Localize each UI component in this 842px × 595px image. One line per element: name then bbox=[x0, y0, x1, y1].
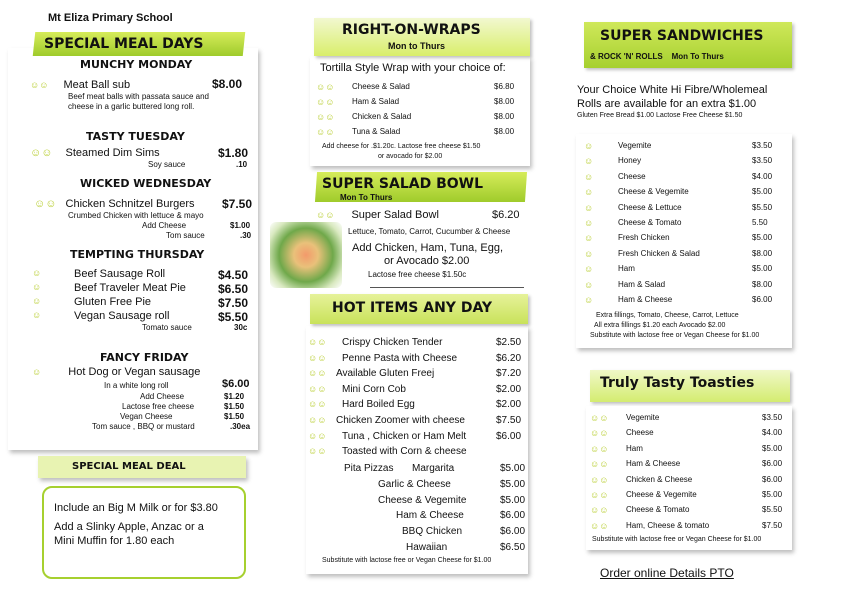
double-smiley-icon: ☺ bbox=[584, 141, 594, 151]
double-smiley-icon: ☺ bbox=[584, 218, 594, 228]
wraps-title: RIGHT-ON-WRAPS bbox=[342, 22, 481, 38]
toastie-item-price: $6.00 bbox=[762, 474, 783, 484]
sandwich-intro-2: Rolls are available for an extra $1.00 bbox=[577, 98, 757, 110]
monday-heading: MUNCHY MONDAY bbox=[80, 58, 193, 71]
pizza-item-price: $5.00 bbox=[500, 494, 526, 506]
double-smiley-icon: ☺☺ bbox=[590, 459, 609, 470]
pizza-item-price: $6.00 bbox=[500, 526, 526, 538]
hot-item-name: Toasted with Corn & cheese bbox=[342, 446, 467, 458]
double-smiley-icon: ☺ bbox=[32, 310, 42, 320]
thursday-item-name: Beef Traveler Meat Pie bbox=[74, 282, 186, 294]
double-smiley-icon: ☺☺ bbox=[30, 80, 49, 90]
hot-item-price: $6.00 bbox=[496, 430, 522, 442]
wrap-item-name: Chicken & Salad bbox=[352, 112, 412, 121]
double-smiley-icon: ☺ bbox=[32, 282, 42, 292]
thursday-extra: Tomato sauce bbox=[142, 323, 192, 332]
wednesday-item: Chicken Schnitzel Burgers bbox=[65, 198, 195, 210]
salad-add-2: or Avocado $2.00 bbox=[384, 255, 470, 267]
salad-divider bbox=[370, 287, 524, 288]
wrap-item-price: $8.00 bbox=[494, 127, 515, 136]
double-smiley-icon: ☺☺ bbox=[316, 210, 335, 220]
salad-desc: Lettuce, Tomato, Carrot, Cucumber & Cheese bbox=[348, 227, 511, 236]
double-smiley-icon: ☺☺ bbox=[590, 490, 609, 500]
toastie-item-name: Cheese bbox=[626, 428, 654, 438]
sandwich-item-name: Cheese & Vegemite bbox=[618, 187, 689, 197]
wednesday-heading: WICKED WEDNESDAY bbox=[80, 177, 212, 190]
tuesday-item: Steamed Dim Sims bbox=[65, 147, 160, 159]
wednesday-price: $7.50 bbox=[222, 197, 253, 211]
thursday-item-price: $6.50 bbox=[218, 282, 249, 296]
double-smiley-icon: ☺☺ bbox=[308, 446, 327, 457]
double-smiley-icon: ☺☺ bbox=[316, 127, 335, 137]
double-smiley-icon: ☺ bbox=[584, 279, 594, 290]
hot-item-name: Available Gluten Freej bbox=[336, 368, 435, 380]
double-smiley-icon: ☺ bbox=[584, 264, 594, 275]
special-meal-days-title: SPECIAL MEAL DAYS bbox=[44, 36, 204, 52]
toastie-item-name: Ham bbox=[626, 443, 643, 453]
wraps-note-2: or avocado for $2.00 bbox=[378, 153, 443, 160]
pizza-label: Pita Pizzas bbox=[344, 463, 394, 474]
wrap-item-price: $6.80 bbox=[494, 82, 515, 91]
double-smiley-icon: ☺☺ bbox=[30, 147, 53, 159]
wraps-intro: Tortilla Style Wrap with your choice of: bbox=[320, 62, 506, 74]
pizza-item-name: Margarita bbox=[412, 463, 455, 474]
sandwich-item-price: $4.00 bbox=[752, 171, 773, 181]
hot-item-price: $2.00 bbox=[496, 383, 522, 395]
wednesday-extra-2: Tom sauce bbox=[166, 231, 205, 240]
toastie-item-price: $5.50 bbox=[762, 505, 783, 515]
sandwich-item-name: Ham & Salad bbox=[618, 279, 666, 289]
toastie-item-price: $6.00 bbox=[762, 459, 783, 469]
salad-bowl-image bbox=[270, 222, 342, 288]
sandwich-item-price: $5.00 bbox=[752, 233, 773, 243]
tuesday-heading: TASTY TUESDAY bbox=[86, 130, 185, 143]
friday-extra-name: Tom sauce , BBQ or mustard bbox=[92, 422, 195, 431]
monday-desc-1: Beef meat balls with passata sauce and bbox=[68, 92, 209, 101]
wednesday-desc: Crumbed Chicken with lettuce & mayo bbox=[68, 211, 204, 220]
toastie-item-name: Chicken & Cheese bbox=[626, 474, 693, 484]
double-smiley-icon: ☺☺ bbox=[590, 413, 609, 423]
pizza-item-name: Hawaiian bbox=[406, 542, 448, 553]
hot-item-name: Hard Boiled Egg bbox=[342, 399, 415, 411]
double-smiley-icon: ☺☺ bbox=[308, 415, 327, 425]
wednesday-extra-1: Add Cheese bbox=[142, 221, 187, 230]
sandwich-item-price: $5.50 bbox=[752, 202, 773, 212]
toastie-item-price: $5.00 bbox=[762, 443, 783, 453]
thursday-item-name: Vegan Sausage roll bbox=[74, 310, 170, 322]
double-smiley-icon: ☺☺ bbox=[308, 337, 327, 347]
pizza-item-name: Cheese & Vegemite bbox=[378, 494, 467, 506]
pizza-item-price: $5.00 bbox=[500, 478, 526, 490]
double-smiley-icon: ☺☺ bbox=[308, 352, 327, 363]
wraps-subtitle: Mon to Thurs bbox=[388, 41, 445, 51]
hot-items-note: Substitute with lactose free or Vegan Cheese for $1.00 bbox=[322, 557, 492, 564]
thursday-item-name: Gluten Free Pie bbox=[74, 296, 152, 308]
hot-item-price: $2.50 bbox=[496, 337, 522, 348]
double-smiley-icon: ☺ bbox=[584, 248, 594, 259]
pizza-item-name: Ham & Cheese bbox=[396, 510, 464, 522]
sandwich-item-price: $6.00 bbox=[752, 295, 773, 304]
toastie-item-name: Cheese & Vegemite bbox=[626, 490, 697, 499]
double-smiley-icon: ☺☺ bbox=[316, 97, 335, 107]
pizza-item-name: Garlic & Cheese bbox=[378, 478, 451, 490]
sandwich-item-price: 5.50 bbox=[752, 218, 768, 227]
sandwich-item-name: Cheese & Lettuce bbox=[618, 202, 682, 212]
wednesday-extra-2-price: .30 bbox=[240, 231, 252, 240]
sandwich-intro-3: Gluten Free Bread $1.00 Lactose Free Cheese $1.50 bbox=[577, 112, 743, 119]
sandwich-title: SUPER SANDWICHES bbox=[600, 28, 764, 44]
wrap-item-name: Tuna & Salad bbox=[352, 127, 401, 136]
hot-item-price: $7.20 bbox=[496, 368, 522, 380]
tuesday-extra-price: .10 bbox=[236, 160, 248, 169]
pizza-item-price: $6.50 bbox=[500, 542, 526, 553]
double-smiley-icon: ☺ bbox=[584, 202, 594, 213]
sandwich-item-price: $8.00 bbox=[752, 279, 773, 289]
pizza-item-price: $6.00 bbox=[500, 510, 526, 522]
hot-item-name: Crispy Chicken Tender bbox=[342, 337, 443, 348]
hot-item-name: Penne Pasta with Cheese bbox=[342, 352, 458, 364]
sandwich-subtitle: & ROCK 'N' ROLLS Mon To Thurs bbox=[590, 52, 724, 61]
order-online-link[interactable]: Order online Details PTO bbox=[600, 566, 734, 580]
double-smiley-icon: ☺ bbox=[584, 171, 594, 182]
toastie-item-name: Vegemite bbox=[626, 413, 660, 422]
double-smiley-icon: ☺☺ bbox=[308, 430, 327, 441]
double-smiley-icon: ☺☺ bbox=[308, 399, 327, 410]
double-smiley-icon: ☺ bbox=[584, 156, 594, 167]
toastie-item-price: $3.50 bbox=[762, 413, 783, 422]
sandwich-item-price: $3.50 bbox=[752, 156, 773, 166]
monday-item-row bbox=[30, 79, 130, 91]
monday-price: $8.00 bbox=[212, 77, 243, 91]
double-smiley-icon: ☺☺ bbox=[308, 368, 327, 379]
sandwich-item-price: $5.00 bbox=[752, 187, 773, 197]
school-name: Mt Eliza Primary School bbox=[48, 12, 173, 24]
salad-item-row bbox=[316, 209, 439, 221]
friday-extra-price: $1.20 bbox=[224, 392, 245, 401]
tuesday-item-row bbox=[30, 147, 160, 159]
double-smiley-icon: ☺☺ bbox=[316, 112, 335, 122]
friday-heading: FANCY FRIDAY bbox=[100, 351, 189, 364]
friday-extra-price: .30ea bbox=[230, 422, 251, 431]
wednesday-item-row bbox=[34, 198, 195, 210]
friday-sub: In a white long roll bbox=[104, 381, 169, 390]
friday-extra-name: Lactose free cheese bbox=[122, 402, 195, 411]
wrap-item-name: Ham & Salad bbox=[352, 97, 400, 106]
sandwich-note-1: Extra fillings, Tomato, Cheese, Carrot, Lettuce bbox=[596, 312, 739, 319]
hot-item-name: Mini Corn Cob bbox=[342, 383, 406, 395]
toastie-item-name: Cheese & Tomato bbox=[626, 505, 690, 515]
toastie-item-price: $5.00 bbox=[762, 490, 783, 499]
sandwich-item-price: $8.00 bbox=[752, 248, 773, 258]
salad-add-1: Add Chicken, Ham, Tuna, Egg, bbox=[352, 242, 504, 254]
friday-extra-name: Add Cheese bbox=[140, 392, 185, 401]
friday-item-row bbox=[32, 366, 200, 378]
pizza-item-name: BBQ Chicken bbox=[402, 526, 463, 538]
sandwich-item-name: Vegemite bbox=[618, 141, 652, 150]
sandwich-item-name: Cheese bbox=[618, 171, 646, 181]
double-smiley-icon: ☺☺ bbox=[308, 383, 327, 394]
sandwich-item-price: $5.00 bbox=[752, 264, 773, 274]
hot-item-price: $6.20 bbox=[496, 352, 522, 364]
friday-extra-price: $1.50 bbox=[224, 412, 245, 421]
deal-line-1: Include an Big M Milk or for $3.80 bbox=[54, 502, 218, 514]
double-smiley-icon: ☺☺ bbox=[590, 520, 609, 531]
tuesday-extra: Soy sauce bbox=[148, 160, 186, 169]
sandwich-note-2: All extra fillings $1.20 each Avocado $2.00 bbox=[594, 322, 726, 329]
salad-item: Super Salad Bowl bbox=[351, 209, 439, 221]
double-smiley-icon: ☺☺ bbox=[590, 443, 609, 454]
salad-price: $6.20 bbox=[492, 209, 520, 221]
hot-item-price: $7.50 bbox=[496, 415, 522, 426]
thursday-item-price: $7.50 bbox=[218, 296, 249, 310]
double-smiley-icon: ☺☺ bbox=[34, 198, 57, 210]
monday-item: Meat Ball sub bbox=[63, 79, 131, 91]
deal-line-3: Mini Muffin for 1.80 each bbox=[54, 535, 175, 547]
hot-item-price: $2.00 bbox=[496, 399, 522, 411]
wraps-note-1: Add cheese for .$1.20c. Lactose free cheese $1.50 bbox=[322, 143, 481, 150]
double-smiley-icon: ☺ bbox=[32, 296, 42, 306]
sandwich-item-name: Honey bbox=[618, 156, 642, 166]
friday-sub-price: $6.00 bbox=[222, 378, 250, 390]
sandwich-note-3: Substitute with lactose free or Vegan Cheese for $1.00 bbox=[590, 332, 760, 339]
toastie-item-name: Ham, Cheese & tomato bbox=[626, 520, 710, 530]
special-meal-deal-title: SPECIAL MEAL DEAL bbox=[72, 461, 186, 472]
double-smiley-icon: ☺☺ bbox=[316, 82, 335, 92]
thursday-extra-price: 30c bbox=[234, 323, 248, 332]
friday-extra-price: $1.50 bbox=[224, 402, 245, 411]
double-smiley-icon: ☺ bbox=[32, 268, 42, 278]
double-smiley-icon: ☺ bbox=[584, 233, 594, 244]
sandwich-item-name: Fresh Chicken bbox=[618, 233, 670, 243]
sandwich-item-name: Cheese & Tomato bbox=[618, 218, 682, 227]
hot-items-title: HOT ITEMS ANY DAY bbox=[332, 300, 493, 316]
sandwich-item-name: Ham & Cheese bbox=[618, 295, 673, 304]
hot-item-name: Tuna , Chicken or Ham Melt bbox=[342, 430, 467, 442]
tuesday-price: $1.80 bbox=[218, 146, 249, 160]
friday-extra-name: Vegan Cheese bbox=[120, 412, 173, 421]
salad-subtitle: Mon To Thurs bbox=[340, 193, 393, 202]
sandwich-item-name: Fresh Chicken & Salad bbox=[618, 248, 700, 258]
friday-item: Hot Dog or Vegan sausage bbox=[68, 366, 201, 378]
thursday-item-price: $5.50 bbox=[218, 310, 249, 324]
sandwich-item-name: Ham bbox=[618, 264, 635, 274]
double-smiley-icon: ☺☺ bbox=[590, 428, 609, 439]
sandwich-item-price: $3.50 bbox=[752, 141, 773, 150]
wednesday-extra-1-price: $1.00 bbox=[230, 221, 251, 230]
salad-title: SUPER SALAD BOWL bbox=[322, 176, 484, 192]
double-smiley-icon: ☺ bbox=[584, 295, 594, 305]
wrap-item-name: Cheese & Salad bbox=[352, 82, 410, 91]
double-smiley-icon: ☺☺ bbox=[590, 474, 609, 485]
thursday-item-name: Beef Sausage Roll bbox=[74, 268, 166, 280]
wrap-item-price: $8.00 bbox=[494, 97, 515, 106]
pizza-item-price: $5.00 bbox=[500, 463, 526, 474]
smiley-icon: ☺ bbox=[32, 367, 42, 377]
toastie-item-price: $4.00 bbox=[762, 428, 783, 438]
sandwich-intro-1: Your Choice White Hi Fibre/Wholemeal bbox=[577, 84, 768, 96]
double-smiley-icon: ☺☺ bbox=[590, 505, 609, 516]
wrap-item-price: $8.00 bbox=[494, 112, 515, 121]
thursday-heading: TEMPTING THURSDAY bbox=[70, 248, 205, 261]
hot-item-name: Chicken Zoomer with cheese bbox=[336, 415, 465, 426]
salad-note: Lactose free cheese $1.50c bbox=[368, 270, 467, 279]
double-smiley-icon: ☺ bbox=[584, 187, 594, 198]
toastie-item-name: Ham & Cheese bbox=[626, 459, 681, 469]
toasties-note: Substitute with lactose free or Vegan Cheese for $1.00 bbox=[592, 536, 762, 543]
toastie-item-price: $7.50 bbox=[762, 520, 783, 530]
monday-desc-2: cheese in a garlic buttered long roll. bbox=[68, 102, 195, 111]
deal-line-2: Add a Slinky Apple, Anzac or a bbox=[54, 521, 204, 533]
thursday-item-price: $4.50 bbox=[218, 268, 249, 282]
toasties-title: Truly Tasty Toasties bbox=[600, 375, 755, 391]
